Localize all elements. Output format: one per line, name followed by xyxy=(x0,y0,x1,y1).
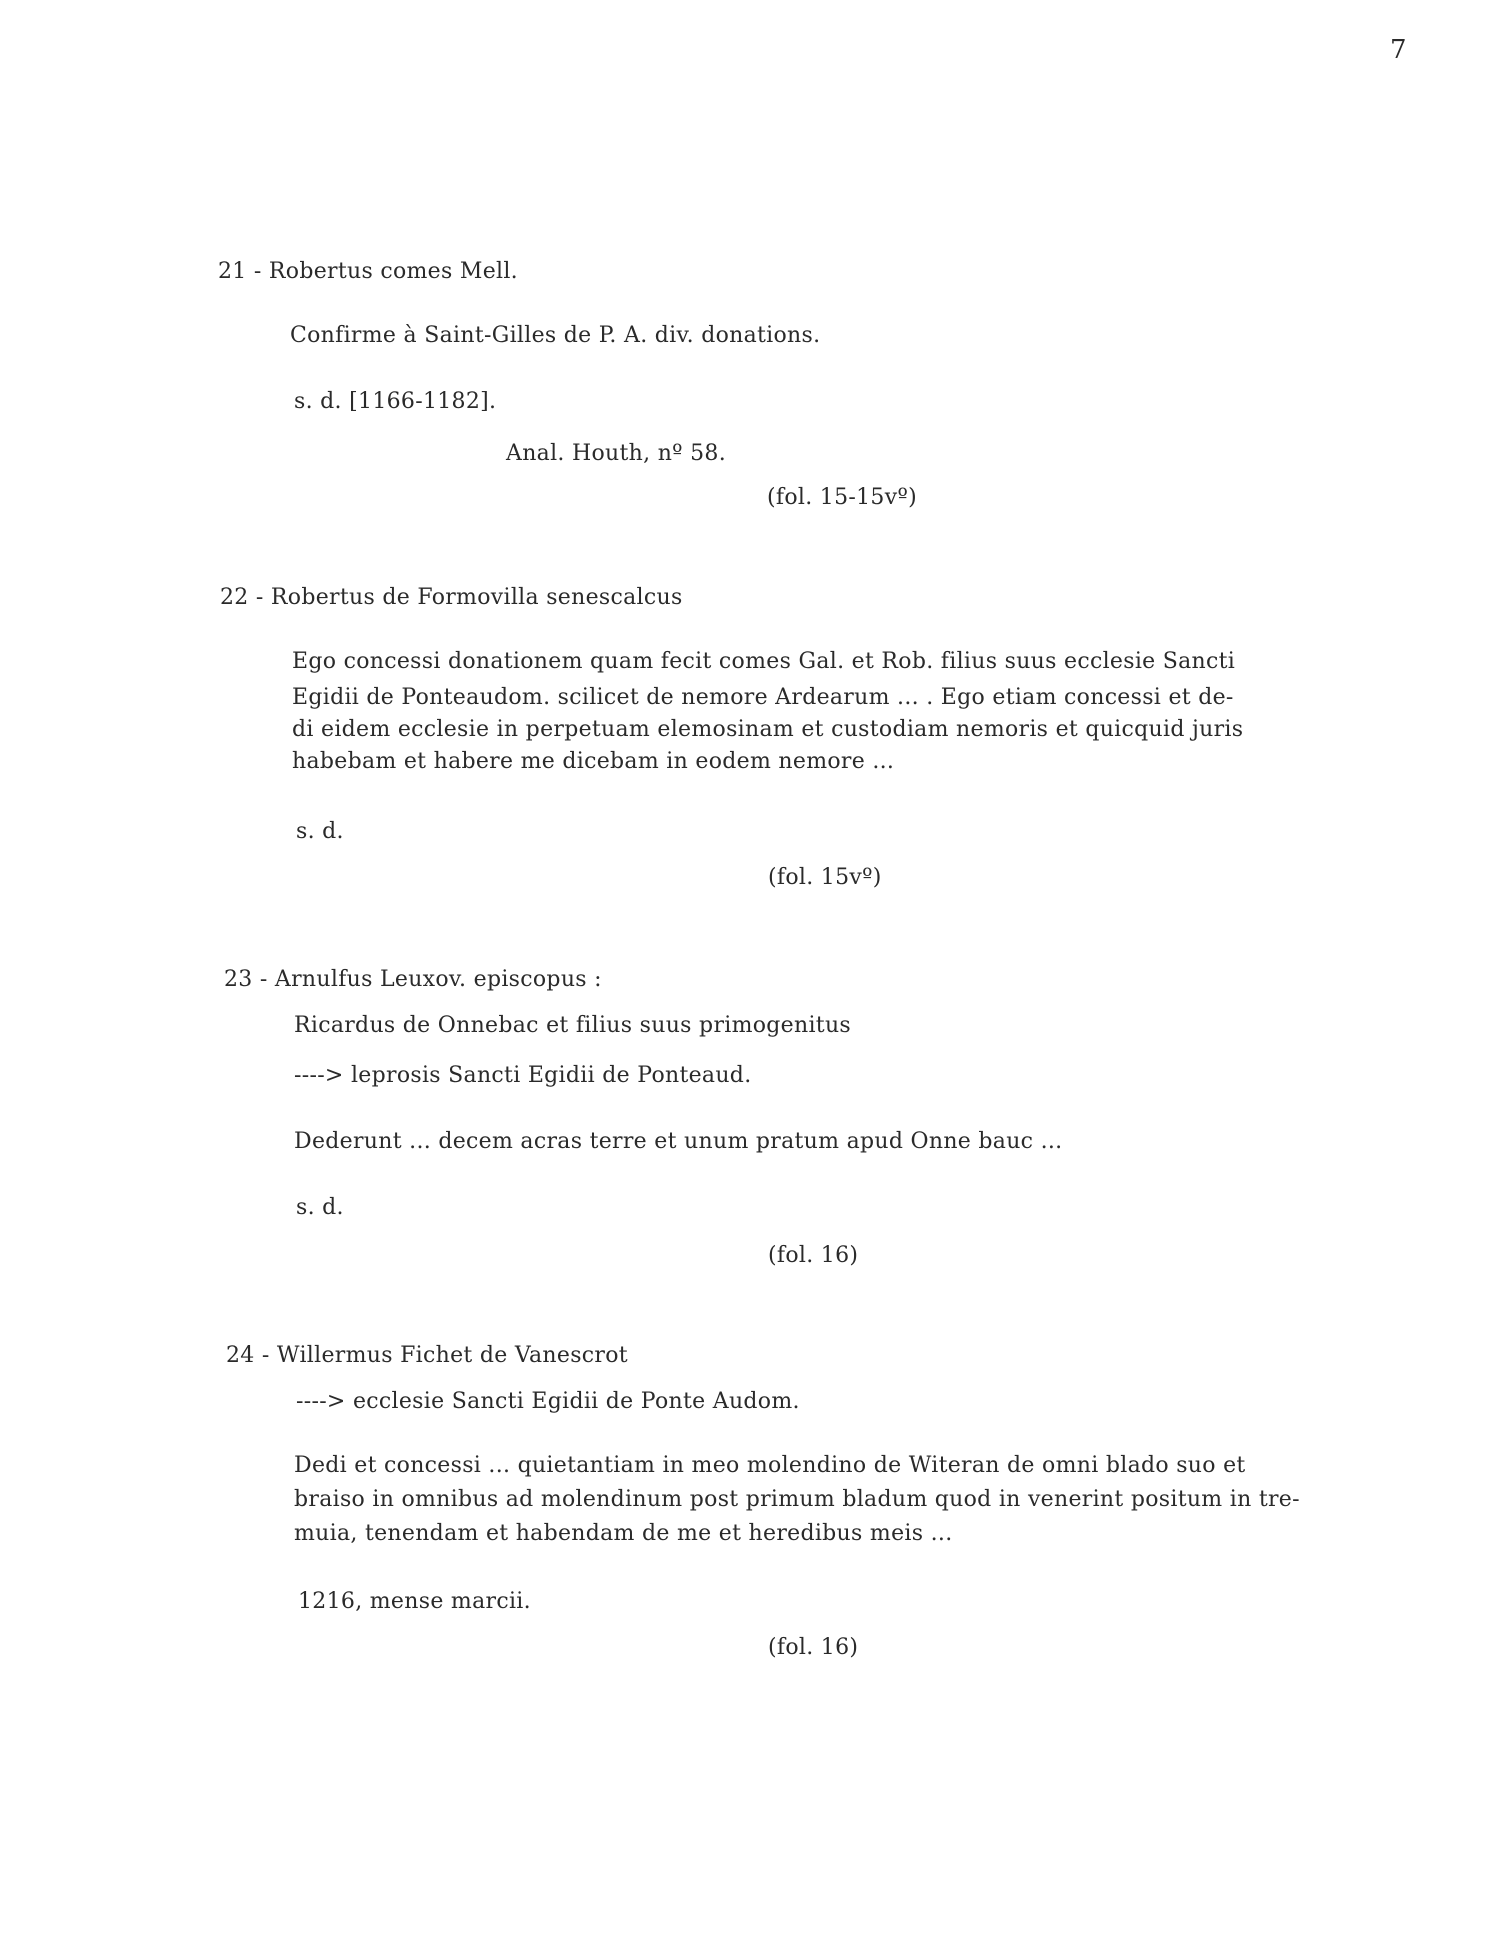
entry-21-folio: (fol. 15-15vº) xyxy=(767,485,917,510)
entry-22-heading: 22 - Robertus de Formovilla senescalcus xyxy=(220,585,683,610)
entry-23-parties: Ricardus de Onnebac et filius suus primogenitus xyxy=(294,1013,852,1038)
entry-21-heading: 21 - Robertus comes Mell. xyxy=(218,259,518,284)
entry-23-heading: 23 - Arnulfus Leuxov. episcopus : xyxy=(224,967,602,992)
entry-21-summary: Confirme à Saint-Gilles de P. A. div. donations. xyxy=(290,323,821,348)
entry-21-date: s. d. [1166-1182]. xyxy=(294,389,497,414)
entry-24-text-line: Dedi et concessi ... quietantiam in meo molendino de Witeran de omni blado suo et xyxy=(294,1453,1246,1478)
entry-23-date: s. d. xyxy=(296,1195,344,1220)
entry-24-text-line: muia, tenendam et habendam de me et heredibus meis ... xyxy=(294,1521,953,1546)
entry-23-text: Dederunt ... decem acras terre et unum pratum apud Onne bauc ... xyxy=(294,1129,1063,1154)
entry-22-text-line: di eidem ecclesie in perpetuam elemosinam et custodiam nemoris et quicquid juris xyxy=(292,717,1244,742)
entry-23-folio: (fol. 16) xyxy=(768,1243,859,1268)
entry-22-text-line: Egidii de Ponteaudom. scilicet de nemore Ardearum ... . Ego etiam concessi et de- xyxy=(292,685,1234,710)
entry-24-heading: 24 - Willermus Fichet de Vanescrot xyxy=(226,1343,628,1368)
entry-22-text-line: Ego concessi donationem quam fecit comes Gal. et Rob. filius suus ecclesie Sancti xyxy=(292,649,1236,674)
entry-24-text-line: braiso in omnibus ad molendinum post primum bladum quod in venerint positum in tre- xyxy=(294,1487,1300,1512)
entry-21-reference: Anal. Houth, nº 58. xyxy=(506,441,726,466)
entry-22-folio: (fol. 15vº) xyxy=(768,865,882,890)
entry-23-recipient: ----> leprosis Sancti Egidii de Ponteaud. xyxy=(294,1063,752,1088)
entry-24-folio: (fol. 16) xyxy=(768,1635,859,1660)
entry-22-text-line: habebam et habere me dicebam in eodem nemore ... xyxy=(292,749,895,774)
entry-22-date: s. d. xyxy=(296,819,344,844)
entry-24-recipient: ----> ecclesie Sancti Egidii de Ponte Audom. xyxy=(296,1389,800,1414)
page-number: 7 xyxy=(1390,35,1407,65)
entry-24-date: 1216, mense marcii. xyxy=(298,1589,531,1614)
